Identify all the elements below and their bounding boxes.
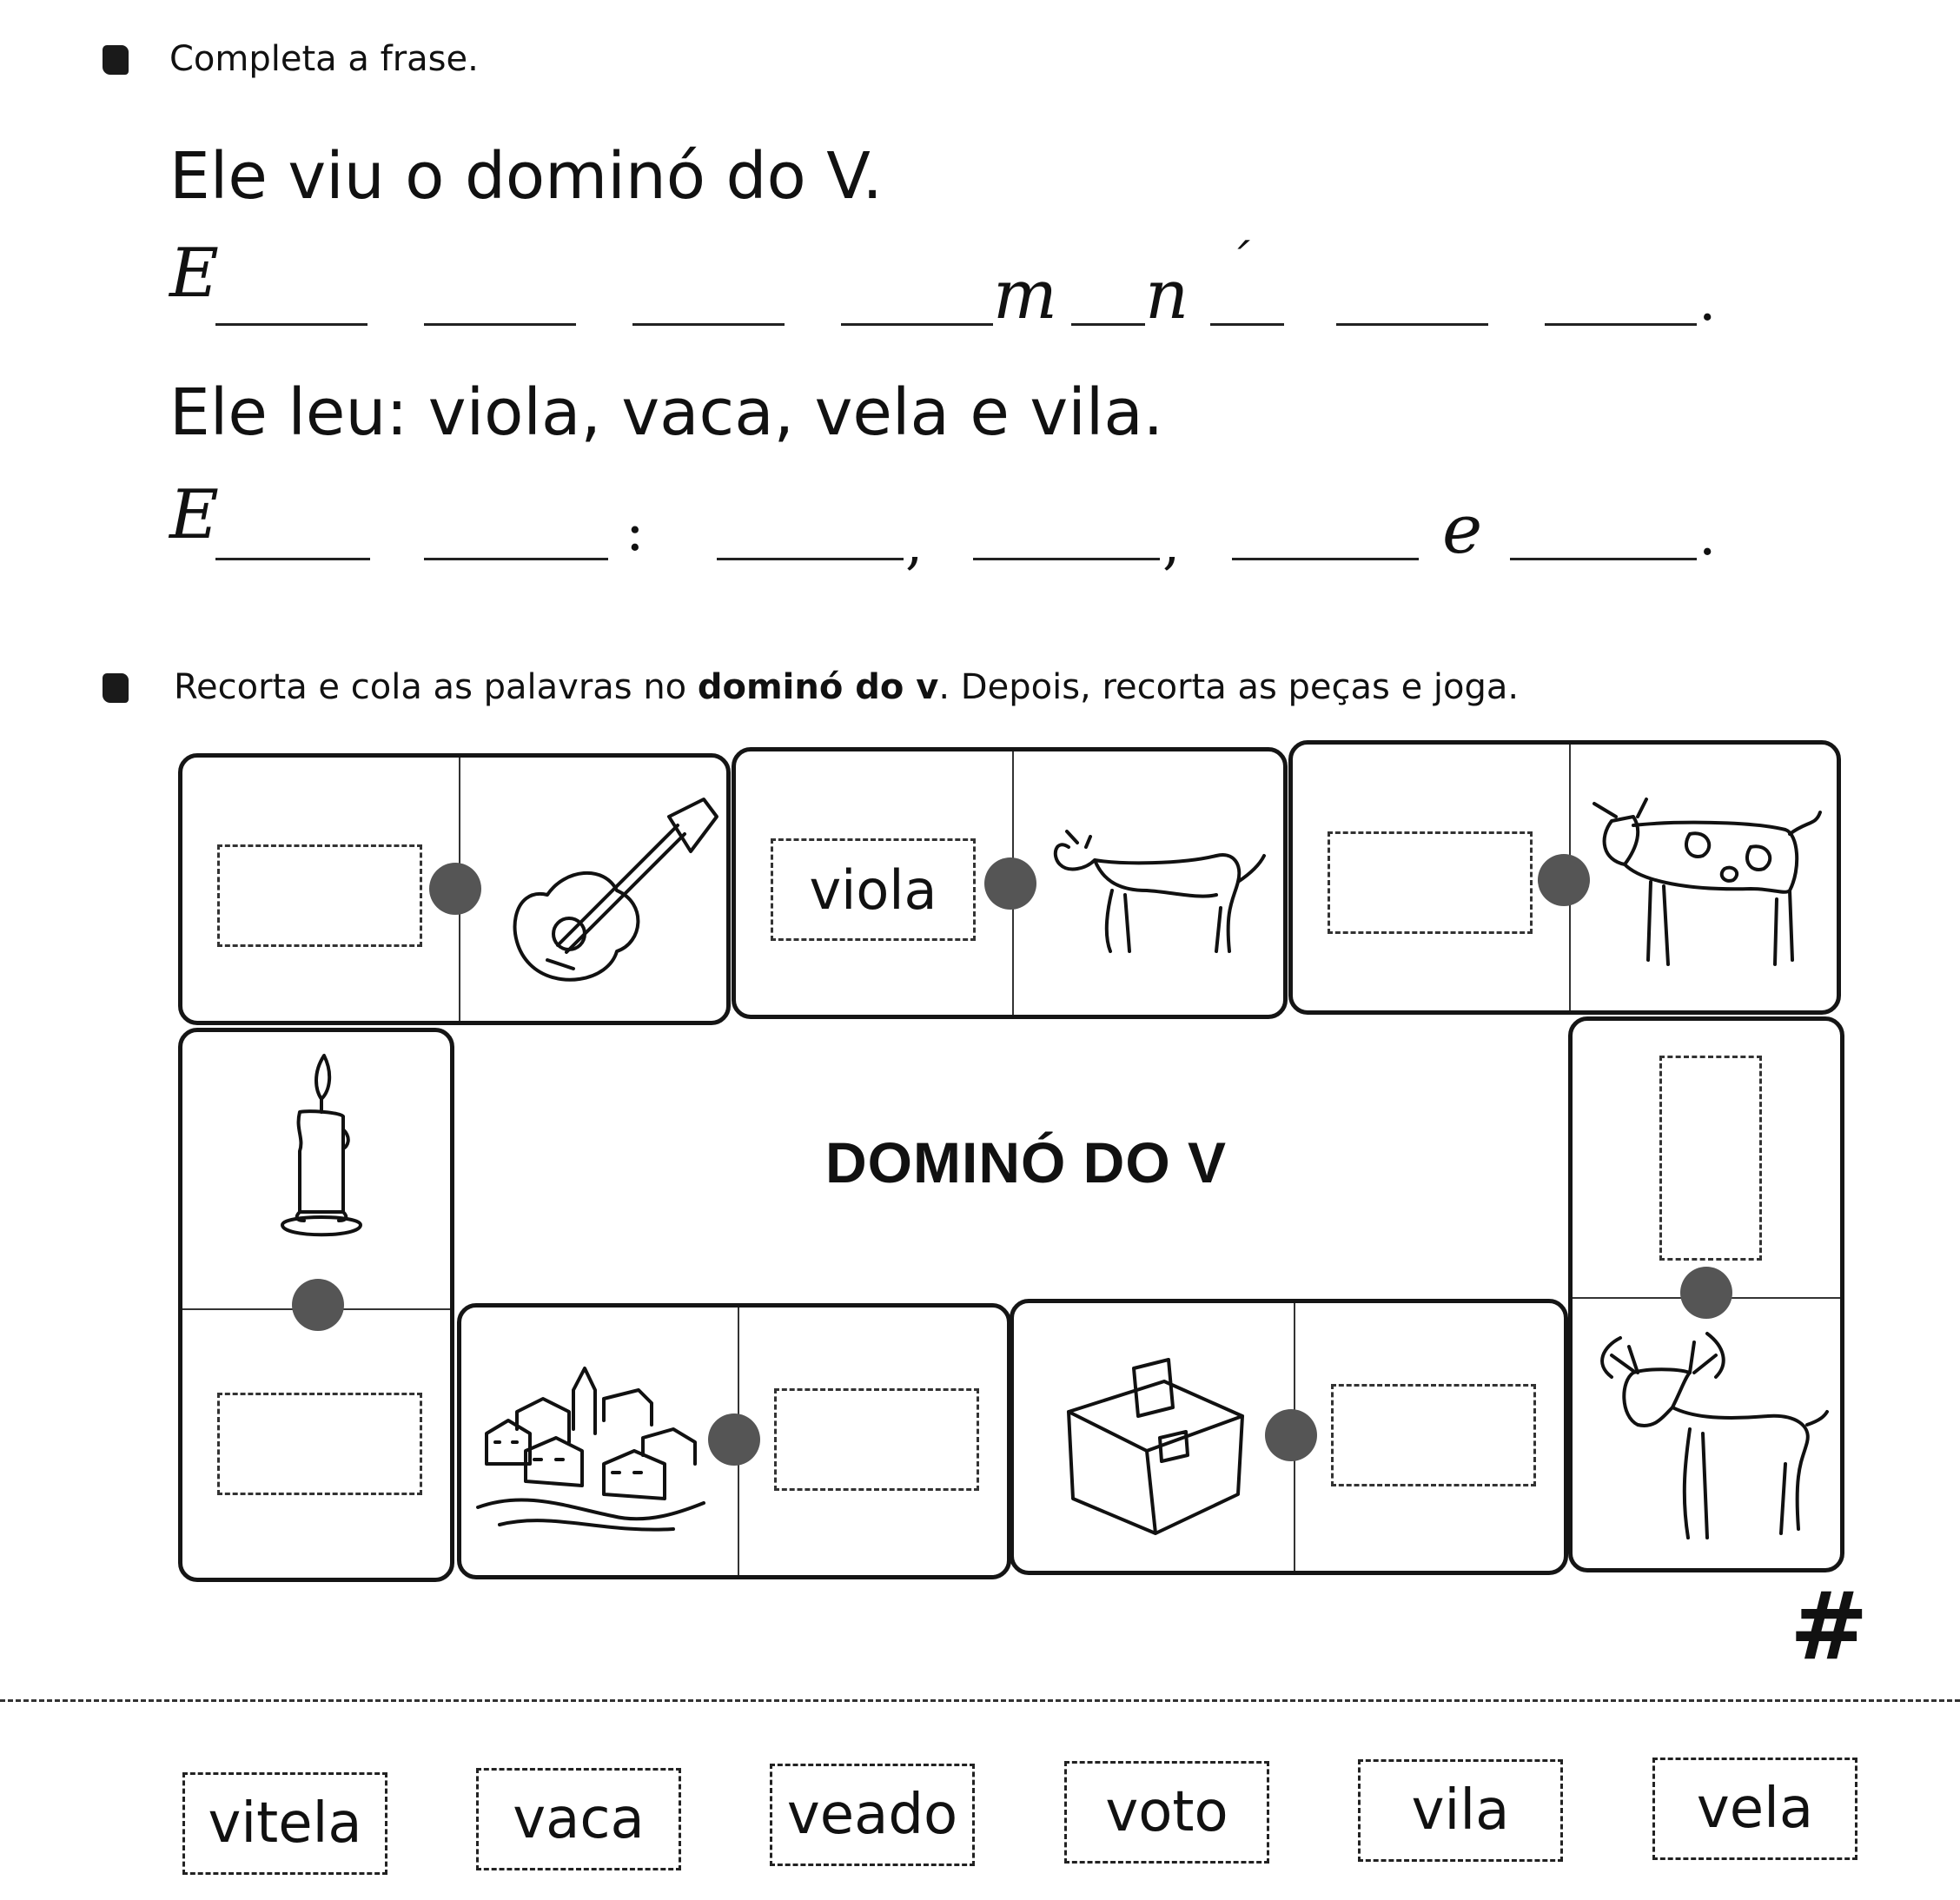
word-slot[interactable]	[774, 1388, 979, 1491]
domino-dot	[429, 863, 481, 915]
word-slot[interactable]	[217, 844, 422, 947]
sentence-1: Ele viu o dominó do V.	[169, 139, 883, 214]
colon: :	[626, 500, 645, 564]
instruction-pre: Recorta e cola as palavras no	[174, 667, 698, 707]
blank[interactable]	[1545, 323, 1697, 326]
calf-icon	[1043, 812, 1268, 969]
blank[interactable]	[1510, 558, 1697, 560]
domino-dot	[292, 1279, 344, 1331]
ballot-box-icon	[1056, 1355, 1255, 1538]
candle-icon	[274, 1051, 369, 1260]
domino-dot	[984, 857, 1036, 910]
word-slot[interactable]	[217, 1393, 422, 1495]
comma: ,	[1162, 513, 1181, 577]
bullet-icon	[103, 45, 129, 75]
domino-dot	[1265, 1409, 1317, 1461]
instruction-post: . Depois, recorta as peças e joga.	[938, 667, 1520, 707]
blank[interactable]	[1210, 323, 1284, 326]
guitar-icon	[495, 791, 721, 999]
village-icon	[473, 1360, 708, 1542]
word-card[interactable]: veado	[770, 1764, 975, 1866]
instruction-domino	[174, 667, 1519, 707]
blank[interactable]	[1071, 323, 1145, 326]
word-card[interactable]: vitela	[182, 1772, 387, 1875]
sentence-2: Ele leu: viola, vaca, vela e vila.	[169, 375, 1164, 450]
cut-line	[0, 1699, 1960, 1702]
accent-mark: ´	[1225, 235, 1249, 291]
instruction-complete: Completa a frase.	[169, 39, 479, 79]
word-card[interactable]: vaca	[476, 1768, 681, 1870]
word-card[interactable]: vila	[1358, 1759, 1563, 1862]
cow-icon	[1577, 786, 1829, 977]
instruction-bold: dominó do v	[697, 667, 939, 707]
cursive-start-letter: E	[169, 235, 219, 313]
word-slot[interactable]	[1331, 1384, 1536, 1486]
word-slot-vertical[interactable]	[1659, 1056, 1762, 1261]
word-slot-filled[interactable]: viola	[771, 838, 976, 941]
domino-dot	[708, 1413, 760, 1466]
domino-dot	[1680, 1267, 1732, 1319]
blank[interactable]	[215, 323, 368, 326]
blank[interactable]	[1232, 558, 1419, 560]
cut-symbol: #	[1790, 1572, 1869, 1681]
cursive-letter-m: m	[993, 256, 1057, 334]
board-title: DOMINÓ DO V	[825, 1130, 1228, 1195]
period: .	[1698, 269, 1717, 334]
blank[interactable]	[973, 558, 1160, 560]
period: .	[1698, 504, 1717, 568]
cursive-start-letter: E	[169, 476, 219, 554]
blank[interactable]	[424, 558, 608, 560]
cursive-letter-e: e	[1442, 491, 1483, 569]
comma: ,	[905, 513, 924, 577]
blank[interactable]	[841, 323, 993, 326]
bullet-icon	[103, 673, 129, 703]
cursive-letter-n: n	[1145, 256, 1189, 334]
word-card[interactable]: vela	[1652, 1758, 1857, 1860]
word-card[interactable]: voto	[1064, 1761, 1269, 1864]
blank[interactable]	[1336, 323, 1488, 326]
word-slot[interactable]	[1328, 831, 1533, 934]
blank[interactable]	[424, 323, 576, 326]
deer-icon	[1586, 1329, 1829, 1555]
blank[interactable]	[717, 558, 904, 560]
blank[interactable]	[632, 323, 785, 326]
blank[interactable]	[215, 558, 370, 560]
